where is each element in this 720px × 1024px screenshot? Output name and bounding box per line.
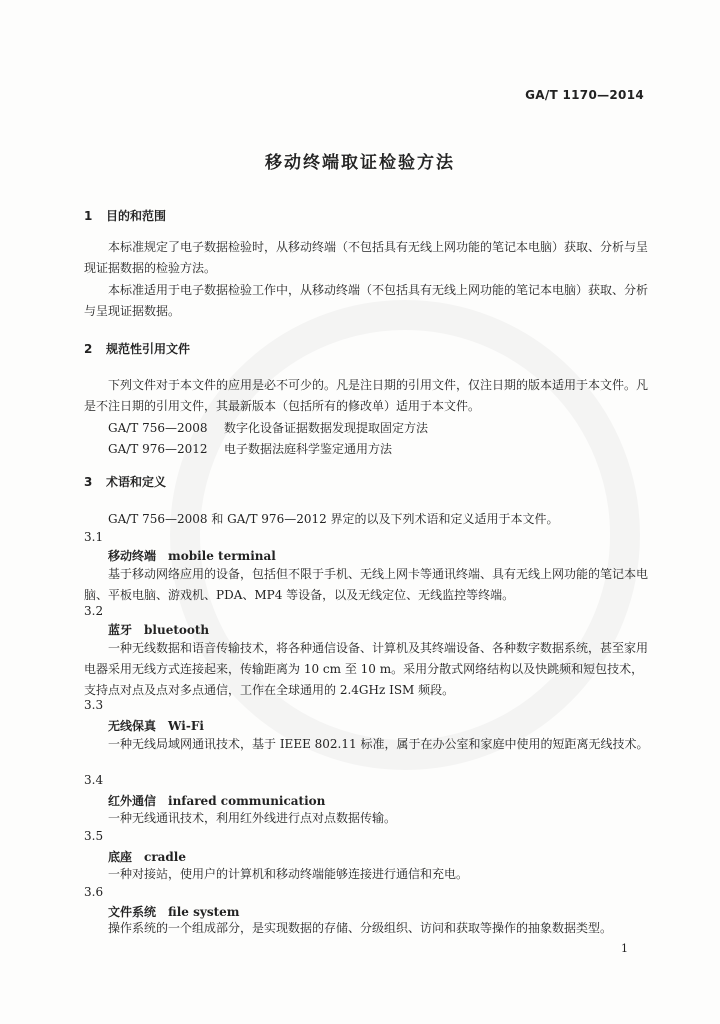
paragraph: 本标准适用于电子数据检验工作中，从移动终端（不包括具有无线上网功能的笔记本电脑）获取、分析与呈现证据数据。 bbox=[84, 283, 649, 318]
term-number: 3.3 bbox=[84, 698, 104, 712]
term-en: bluetooth bbox=[144, 623, 210, 637]
page-number: 1 bbox=[621, 942, 628, 955]
term-number: 3.1 bbox=[84, 530, 104, 544]
term-cn: 移动终端 bbox=[108, 549, 157, 563]
section-title: 术语和定义 bbox=[106, 475, 167, 489]
section-heading-2 bbox=[84, 340, 190, 357]
paragraph: 本标准规定了电子数据检验时，从移动终端（不包括具有无线上网功能的笔记本电脑）获取、分析与呈现证据数据的检验方法。 bbox=[84, 240, 649, 275]
term-cn: 无线保真 bbox=[108, 719, 157, 733]
term-number: 3.6 bbox=[84, 885, 104, 899]
term-number: 3.2 bbox=[84, 604, 104, 618]
term-en: infared communication bbox=[168, 794, 326, 808]
term-cn: 底座 bbox=[108, 850, 133, 864]
paragraph: 下列文件对于本文件的应用是必不可少的。凡是注日期的引用文件，仅注日期的版本适用于本文件。凡是不注日期的引用文件，其最新版本（包括所有的修改单）适用于本文件。 bbox=[84, 378, 649, 413]
section-heading-3 bbox=[84, 473, 166, 490]
term-title bbox=[108, 792, 325, 809]
section-number: 2 bbox=[84, 342, 93, 356]
term-definition: 一种无线局域网通讯技术，基于 IEEE 802.11 标准，属于在办公室和家庭中使用的短距离无线技术。 bbox=[108, 737, 649, 751]
term-definition: 一种对接站，使用户的计算机和移动终端能够连接进行通信和充电。 bbox=[108, 867, 469, 881]
term-en: Wi-Fi bbox=[168, 719, 204, 733]
term-number: 3.5 bbox=[84, 829, 104, 843]
term-title bbox=[108, 547, 276, 564]
term-definition: 操作系统的一个组成部分，是实现数据的存储、分级组织、访问和获取等操作的抽象数据类型。 bbox=[108, 921, 613, 935]
section-number: 1 bbox=[84, 209, 93, 223]
term-title bbox=[108, 717, 204, 734]
term-en: mobile terminal bbox=[168, 549, 276, 563]
reference-title: 电子数据法庭科学鉴定通用方法 bbox=[224, 442, 393, 456]
reference-code: GA/T 976—2012 bbox=[108, 442, 208, 456]
reference-title: 数字化设备证据数据发现提取固定方法 bbox=[224, 421, 429, 435]
term-definition: 一种无线数据和语音传输技术，将各种通信设备、计算机及其终端设备、各种数字数据系统，甚至家用电器采用无线方式连接起来，传输距离为 10 cm 至 10 m。采用分散式网络结构以及快跳频和短包技术，支持点对点及点对多点通信，工作在全球通用的 2.4GHz ISM 频段。 bbox=[84, 641, 649, 697]
section-number: 3 bbox=[84, 475, 93, 489]
term-definition: 基于移动网络应用的设备，包括但不限于手机、无线上网卡等通讯终端、具有无线上网功能的笔记本电脑、平板电脑、游戏机、PDA、MP4 等设备，以及无线定位、无线监控等终端。 bbox=[84, 567, 649, 602]
term-cn: 红外通信 bbox=[108, 794, 157, 808]
term-title bbox=[108, 848, 186, 865]
standard-code: GA/T 1170—2014 bbox=[525, 88, 644, 102]
section-title: 规范性引用文件 bbox=[106, 342, 191, 356]
term-en: file system bbox=[168, 905, 240, 919]
term-title bbox=[108, 621, 209, 638]
reference-code: GA/T 756—2008 bbox=[108, 421, 208, 435]
document-title: 移动终端取证检验方法 bbox=[265, 153, 455, 173]
term-en: cradle bbox=[144, 850, 187, 864]
term-number: 3.4 bbox=[84, 773, 104, 787]
reference-item bbox=[108, 440, 392, 457]
term-cn: 文件系统 bbox=[108, 905, 157, 919]
section-title: 目的和范围 bbox=[106, 209, 167, 223]
term-definition: 一种无线通讯技术，利用红外线进行点对点数据传输。 bbox=[108, 811, 397, 825]
paragraph: GA/T 756—2008 和 GA/T 976—2012 界定的以及下列术语和定义适用于本文件。 bbox=[108, 512, 559, 526]
section-heading-1 bbox=[84, 207, 166, 224]
term-cn: 蓝牙 bbox=[108, 623, 133, 637]
reference-item bbox=[108, 419, 428, 436]
